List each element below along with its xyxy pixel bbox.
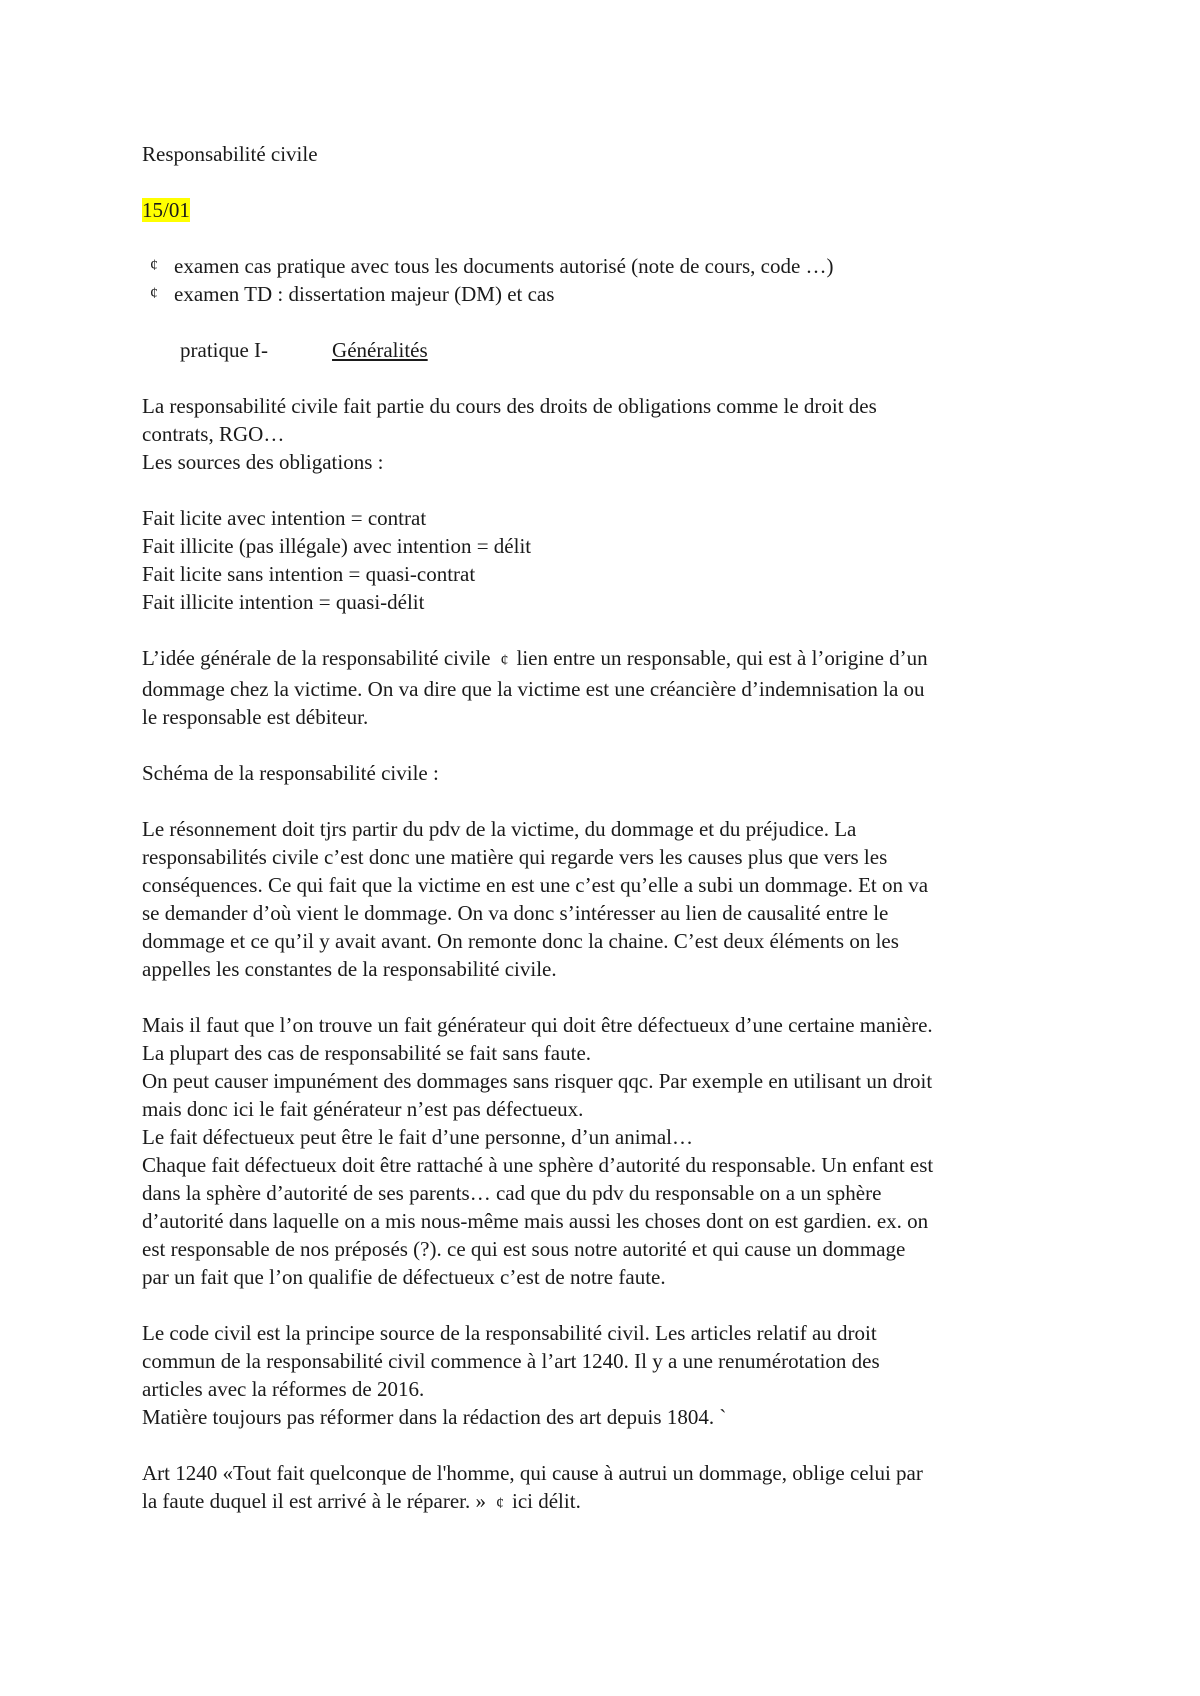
article-line (142, 1487, 1082, 1518)
section-prefix: pratique I- (180, 338, 269, 362)
idee-text-b: lien entre un responsable, qui est à l’origine d’un (516, 646, 928, 670)
text-line: dommage chez la victime. On va dire que la victime est une créancière d’indemnisation la ou (142, 677, 925, 701)
article-line: Art 1240 «Tout fait quelconque de l'homme, qui cause à autrui un dommage, oblige celui par (142, 1461, 923, 1485)
bullet-icon: ¢ (150, 257, 158, 274)
bullet-icon: ¢ (150, 285, 158, 302)
text-line: Matière toujours pas réformer dans la rédaction des art depuis 1804. ` (142, 1405, 727, 1429)
highlighted-date: 15/01 (142, 198, 190, 222)
text-line: appelles les constantes de la responsabilité civile. (142, 957, 557, 981)
text-line: responsabilités civile c’est donc une matière qui regarde vers les causes plus que vers les (142, 845, 888, 869)
section-title: Généralités (332, 338, 428, 362)
idee-text-a: L’idée générale de la responsabilité civile (142, 646, 491, 670)
text-line: Les sources des obligations : (142, 450, 384, 474)
date-line (142, 196, 1082, 224)
text-line: Chaque fait défectueux doit être rattaché à une sphère d’autorité du responsable. Un enfant est (142, 1153, 934, 1177)
schema-line: Schéma de la responsabilité civile : (142, 761, 439, 785)
source-line: Fait illicite (pas illégale) avec intention = délit (142, 534, 532, 558)
text-line: d’autorité dans laquelle on a mis nous-même mais aussi les choses dont on est gardien. ex. on (142, 1209, 929, 1233)
text-line: Le résonnement doit tjrs partir du pdv de la victime, du dommage et du préjudice. La (142, 817, 857, 841)
bullet-item (142, 280, 1082, 308)
bullet-text: examen TD : dissertation majeur (DM) et cas (174, 282, 555, 306)
bullet-icon: ¢ (496, 1495, 504, 1512)
text-line: mais donc ici le fait générateur n’est pas défectueux. (142, 1097, 584, 1121)
bullet-item (142, 252, 1082, 280)
source-line: Fait illicite intention = quasi-délit (142, 590, 425, 614)
source-line: Fait licite sans intention = quasi-contrat (142, 562, 476, 586)
article-text-b: ici délit. (512, 1489, 581, 1513)
document-title: Responsabilité civile (142, 142, 318, 166)
text-line: Le code civil est la principe source de la responsabilité civil. Les articles relatif au droit (142, 1321, 877, 1345)
text-line: commun de la responsabilité civil commence à l’art 1240. Il y a une renumérotation des (142, 1349, 880, 1373)
text-line: le responsable est débiteur. (142, 705, 369, 729)
text-line: On peut causer impunément des dommages sans risquer qqc. Par exemple en utilisant un droit (142, 1069, 933, 1093)
section-heading (142, 336, 1082, 364)
text-line: Le fait défectueux peut être le fait d’une personne, d’un animal… (142, 1125, 694, 1149)
text-line: contrats, RGO… (142, 422, 285, 446)
text-line: Mais il faut que l’on trouve un fait générateur qui doit être défectueux d’une certaine manière. (142, 1013, 933, 1037)
text-line: La plupart des cas de responsabilité se fait sans faute. (142, 1041, 592, 1065)
idee-line (142, 644, 1082, 675)
article-text-a: la faute duquel il est arrivé à le réparer. » (142, 1489, 486, 1513)
document-body (142, 140, 1082, 1518)
bullet-icon: ¢ (500, 652, 509, 669)
text-line: articles avec la réformes de 2016. (142, 1377, 425, 1401)
text-line: est responsable de nos préposés (?). ce qui est sous notre autorité et qui cause un dommage (142, 1237, 906, 1261)
text-line: par un fait que l’on qualifie de défectueux c’est de notre faute. (142, 1265, 666, 1289)
text-line: La responsabilité civile fait partie du cours des droits de obligations comme le droit des (142, 394, 877, 418)
text-line: conséquences. Ce qui fait que la victime en est une c’est qu’elle a subi un dommage. Et on va (142, 873, 929, 897)
text-line: se demander d’où vient le dommage. On va donc s’intéresser au lien de causalité entre le (142, 901, 889, 925)
bullet-text: examen cas pratique avec tous les documents autorisé (note de cours, code …) (174, 254, 834, 278)
text-line: dans la sphère d’autorité de ses parents… cad que du pdv du responsable on a un sphère (142, 1181, 882, 1205)
text-line: dommage et ce qu’il y avait avant. On remonte donc la chaine. C’est deux éléments on les (142, 929, 899, 953)
source-line: Fait licite avec intention = contrat (142, 506, 427, 530)
